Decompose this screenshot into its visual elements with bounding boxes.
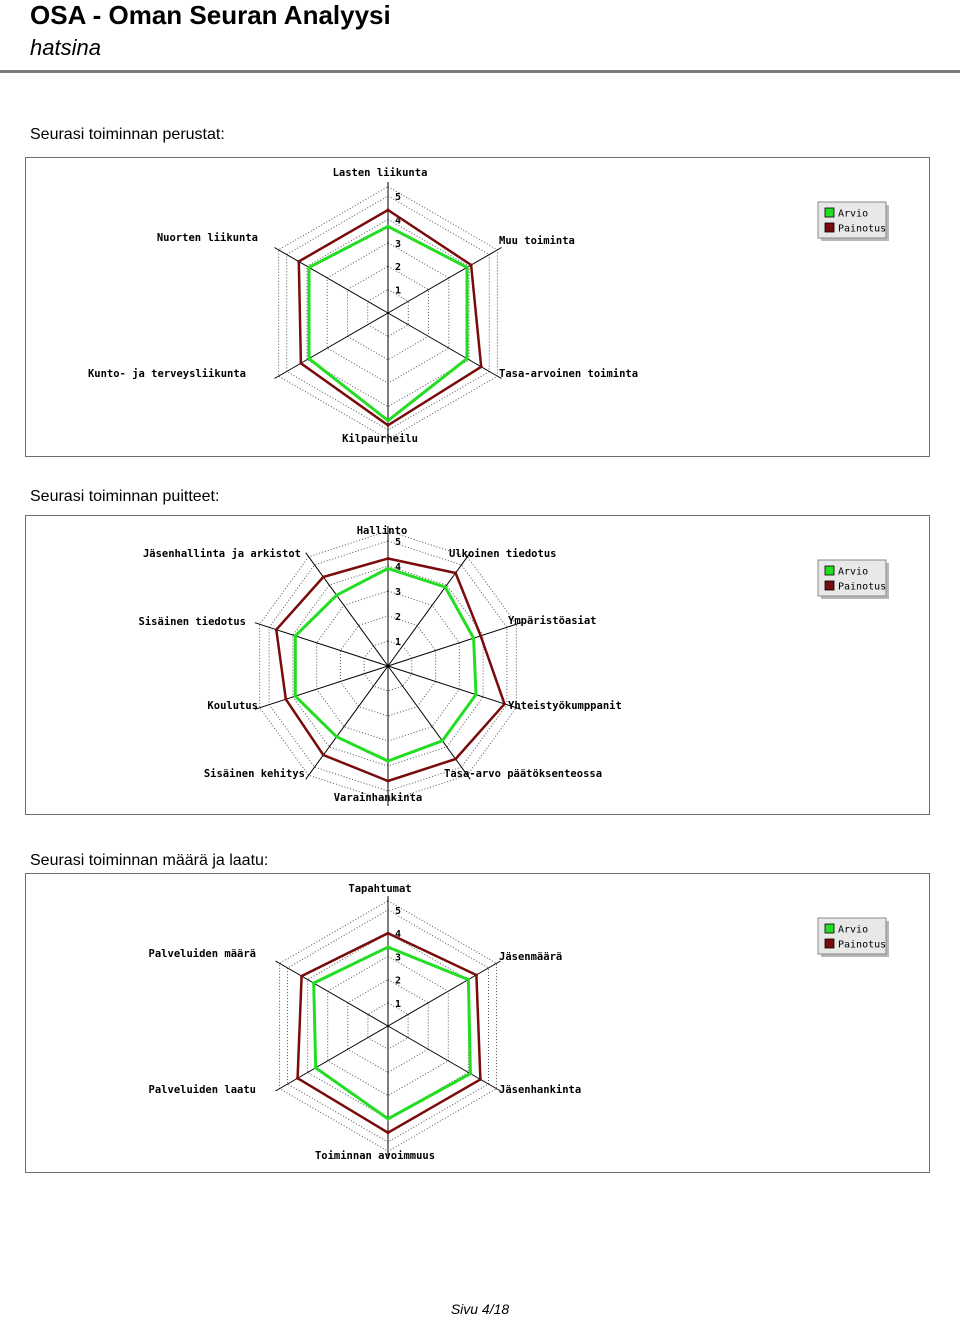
series-arvio-point-tasa-arvo-paatoksenteossa (441, 739, 444, 742)
axis-line-tasa-arvo-paatoksenteossa (388, 666, 470, 779)
section-title-puitteet: Seurasi toiminnan puitteet: (30, 488, 220, 505)
series-painotus-point-hallinto (387, 557, 390, 560)
category-label-lasten-liikunta: Lasten liikunta (332, 167, 428, 179)
axis-line-jasenhankinta (388, 1026, 501, 1091)
series-arvio-point-palveluiden-laatu (314, 1066, 317, 1069)
series-painotus-point-jasenmaara (475, 974, 478, 977)
legend (818, 560, 889, 599)
category-label-nuorten-liikunta: Nuorten liikunta (156, 232, 258, 244)
series-painotus-point-yhteistyokumppanit (503, 702, 506, 705)
series-arvio-point-kilpaurheilu (387, 419, 390, 422)
series-painotus-line (298, 933, 481, 1132)
legend-swatch-arvio (825, 924, 834, 933)
legend-label-arvio: Arvio (838, 566, 869, 578)
section-title-perustat: Seurasi toiminnan perustat: (30, 126, 225, 143)
series-arvio-point-ulkoinen-tiedotus (444, 586, 447, 589)
category-label-jasenhankinta: Jäsenhankinta (499, 1084, 582, 1096)
series-arvio-point-koulutus (294, 695, 297, 698)
category-label-tasa-arvoinen-toiminta: Tasa-arvoinen toiminta (499, 368, 639, 380)
series-painotus-point-tasa-arvo-paatoksenteossa (454, 758, 457, 761)
radar-chart-puitteet (25, 515, 930, 815)
legend-swatch-painotus (825, 939, 834, 948)
category-label-palveluiden-maara: Palveluiden määrä (148, 948, 256, 960)
axis-line-ymparistoasiat (388, 623, 521, 666)
category-label-jasenmaara: Jäsenmäärä (499, 951, 563, 963)
series-painotus-point-kilpaurheilu (387, 424, 390, 427)
series-painotus-point-kunto-ja-terveysliikunta (299, 362, 302, 365)
series-painotus-point-koulutus (284, 698, 287, 701)
axis-line-palveluiden-maara (276, 961, 389, 1026)
scale-tick-label-5: 5 (395, 537, 402, 548)
radar-chart-puitteet-svg (26, 516, 931, 816)
series-painotus-point-ymparistoasiat (479, 634, 482, 637)
series-painotus-point-tapahtumat (387, 932, 390, 935)
radar-chart-perustat-svg (26, 158, 931, 458)
category-label-toiminnan-avoimmuus: Toiminnan avoimmuus (314, 1150, 436, 1162)
scale-tick-label-4: 4 (395, 562, 402, 573)
series-arvio-point-lasten-liikunta (387, 225, 390, 228)
series-arvio-point-jasenhallinta-ja-arkistot (335, 594, 338, 597)
legend-label-painotus: Painotus (838, 581, 887, 593)
legend-label-painotus: Painotus (838, 939, 887, 951)
scale-tick-label-1: 1 (395, 285, 402, 297)
category-label-varainhankinta: Varainhankinta (333, 792, 423, 804)
radar-chart-maara-laatu (25, 873, 930, 1173)
scale-tick-label-2: 2 (395, 975, 402, 987)
scale-tick-label-1: 1 (395, 998, 402, 1010)
category-label-tasa-arvo-paatoksenteossa: Tasa-arvo päätöksenteossa (444, 768, 603, 780)
legend-swatch-painotus (825, 581, 834, 590)
series-painotus-point-jasenhallinta-ja-arkistot (322, 576, 325, 579)
axis-line-sisainen-tiedotus (255, 623, 388, 666)
section-title-maara-laatu: Seurasi toiminnan määrä ja laatu: (30, 852, 269, 869)
legend-swatch-arvio (825, 566, 834, 575)
scale-tick-label-3: 3 (395, 587, 402, 598)
category-label-ulkoinen-tiedotus: Ulkoinen tiedotus (449, 548, 557, 560)
category-label-jasenhallinta-ja-arkistot: Jäsenhallinta ja arkistot (142, 548, 301, 560)
series-arvio-point-varainhankinta (387, 760, 390, 763)
legend-label-arvio: Arvio (838, 924, 869, 936)
scale-tick-label-4: 4 (395, 929, 402, 941)
document-subtitle: hatsina (30, 35, 101, 60)
series-arvio-point-sisainen-kehitys (335, 735, 338, 738)
series-painotus-point-tasa-arvoinen-toiminta (480, 365, 483, 368)
series-arvio-point-ymparistoasiat (472, 637, 475, 640)
header-divider (0, 70, 960, 73)
scale-tick-label-2: 2 (395, 612, 402, 623)
axis-line-yhteistyokumppanit (388, 666, 521, 709)
category-label-kilpaurheilu: Kilpaurheilu (342, 433, 418, 445)
category-label-koulutus: Koulutus (207, 700, 258, 712)
category-label-ymparistoasiat: Ympäristöasiat (508, 615, 597, 627)
series-painotus-point-nuorten-liikunta (297, 260, 300, 263)
series-painotus-point-varainhankinta (387, 780, 390, 783)
series-arvio-point-tapahtumat (387, 946, 390, 949)
series-painotus-line (299, 210, 481, 425)
series-painotus-point-palveluiden-laatu (296, 1077, 299, 1080)
series-arvio-point-jasenmaara (467, 978, 470, 981)
category-label-muu-toiminta: Muu toiminta (499, 235, 575, 247)
series-painotus-point-sisainen-tiedotus (275, 628, 278, 631)
legend-label-arvio: Arvio (838, 208, 869, 220)
page-number: Sivu 4/18 (450, 1301, 510, 1317)
series-arvio-point-sisainen-tiedotus (294, 634, 297, 637)
series-painotus-point-ulkoinen-tiedotus (454, 572, 457, 575)
series-arvio-point-toiminnan-avoimmuus (387, 1117, 390, 1120)
document-title: OSA - Oman Seuran Analyysi (30, 0, 391, 30)
category-label-kunto-ja-terveysliikunta: Kunto- ja terveysliikunta (87, 368, 246, 380)
scale-tick-label-3: 3 (395, 952, 402, 964)
axis-line-kunto-ja-terveysliikunta (275, 313, 389, 379)
series-arvio-point-hallinto (387, 567, 390, 570)
legend-swatch-arvio (825, 208, 834, 217)
category-label-sisainen-tiedotus: Sisäinen tiedotus (138, 616, 246, 628)
scale-tick-label-5: 5 (395, 906, 402, 917)
legend (818, 918, 889, 957)
series-arvio-point-yhteistyokumppanit (475, 693, 478, 696)
radar-chart-maara-laatu-svg (26, 874, 931, 1174)
series-arvio-point-kunto-ja-terveysliikunta (308, 357, 311, 360)
series-painotus-point-muu-toiminta (470, 264, 473, 267)
category-label-palveluiden-laatu: Palveluiden laatu (148, 1084, 256, 1096)
radar-chart-perustat (25, 157, 930, 457)
series-arvio-point-jasenhankinta (469, 1072, 472, 1075)
legend (818, 202, 889, 241)
axis-line-palveluiden-laatu (276, 1026, 389, 1091)
scale-tick-label-1: 1 (395, 637, 402, 648)
category-label-yhteistyokumppanit: Yhteistyökumppanit (508, 700, 622, 712)
scale-tick-label-4: 4 (395, 215, 402, 227)
scale-tick-label-2: 2 (395, 262, 402, 274)
scale-tick-label-5: 5 (395, 192, 402, 203)
series-painotus-point-jasenhankinta (479, 1078, 482, 1081)
category-label-sisainen-kehitys: Sisäinen kehitys (203, 768, 305, 780)
series-arvio-point-tasa-arvoinen-toiminta (466, 357, 469, 360)
series-painotus-point-lasten-liikunta (387, 209, 390, 212)
series-arvio-point-palveluiden-maara (312, 982, 315, 985)
series-painotus-point-palveluiden-maara (300, 975, 303, 978)
axis-line-koulutus (255, 666, 388, 709)
category-label-hallinto: Hallinto (356, 525, 408, 537)
series-arvio-point-nuorten-liikunta (308, 266, 311, 269)
series-arvio-point-muu-toiminta (466, 266, 469, 269)
scale-tick-label-3: 3 (395, 238, 402, 250)
axis-line-tasa-arvoinen-toiminta (388, 313, 502, 379)
series-painotus-point-toiminnan-avoimmuus (387, 1131, 390, 1134)
legend-label-painotus: Painotus (838, 223, 887, 235)
series-painotus-point-sisainen-kehitys (322, 754, 325, 757)
category-label-tapahtumat: Tapahtumat (348, 883, 412, 895)
legend-swatch-painotus (825, 223, 834, 232)
